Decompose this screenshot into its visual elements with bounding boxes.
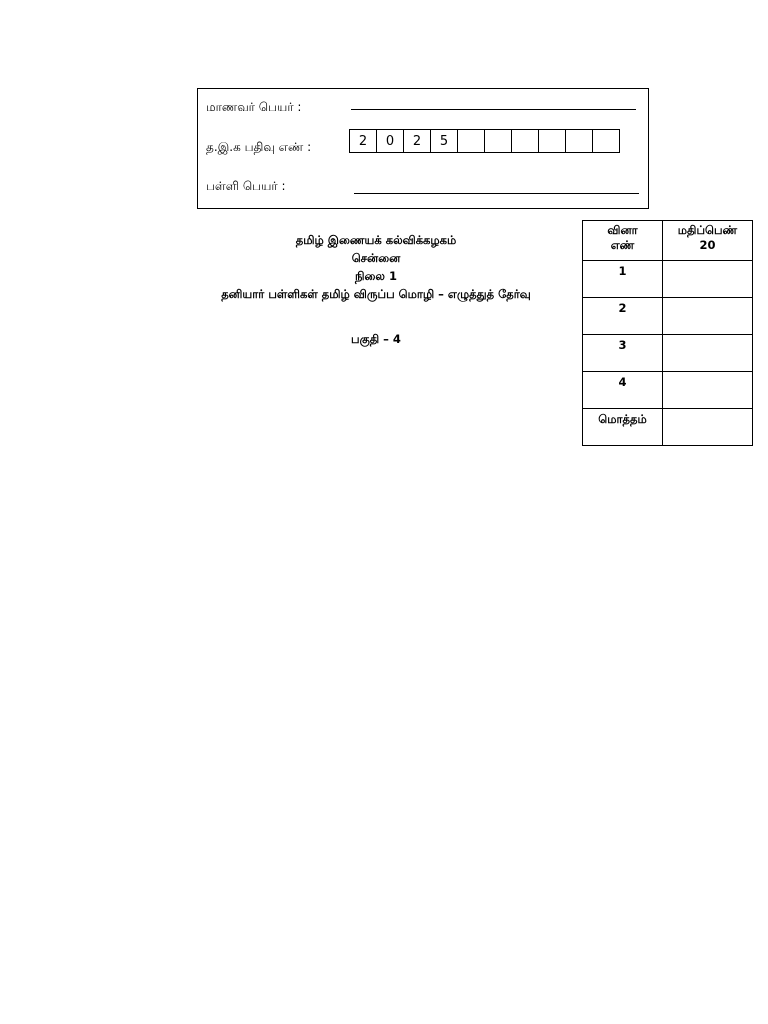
question-number-cell: 1	[583, 261, 663, 298]
marks-table	[582, 220, 753, 446]
marks-cell[interactable]	[663, 372, 753, 409]
total-label-cell: மொத்தம்	[583, 409, 663, 446]
registration-digit-box[interactable]	[566, 129, 593, 153]
registration-number-boxes[interactable]	[349, 129, 620, 153]
organization-title: தமிழ் இணையக் கல்விக்கழகம்	[295, 233, 457, 247]
question-number-cell: 4	[583, 372, 663, 409]
marks-header: மதிப்பெண் 20	[663, 221, 753, 261]
question-number-cell: 3	[583, 335, 663, 372]
registration-digit-box[interactable]	[593, 129, 620, 153]
marks-cell[interactable]	[663, 261, 753, 298]
table-row	[583, 261, 753, 298]
table-row	[583, 409, 753, 446]
registration-digit-box[interactable]: 2	[350, 129, 377, 153]
registration-digit-box[interactable]	[458, 129, 485, 153]
question-number-header: வினா எண்	[583, 221, 663, 261]
student-name-line[interactable]	[351, 109, 636, 110]
part-title: பகுதி – 4	[351, 332, 401, 346]
question-number-cell: 2	[583, 298, 663, 335]
exam-title: தனியார் பள்ளிகள் தமிழ் விருப்ப மொழி – எழுத்துத் தேர்வு	[221, 287, 531, 301]
school-name-line[interactable]	[354, 193, 639, 194]
registration-digit-box[interactable]: 5	[431, 129, 458, 153]
registration-label: த.இ.க பதிவு எண் :	[206, 140, 312, 154]
student-info-box	[197, 88, 649, 209]
marks-cell[interactable]	[663, 298, 753, 335]
registration-digit-box[interactable]	[512, 129, 539, 153]
marks-cell[interactable]	[663, 335, 753, 372]
registration-digit-box[interactable]: 2	[404, 129, 431, 153]
registration-digit-box[interactable]	[539, 129, 566, 153]
registration-digit-box[interactable]: 0	[377, 129, 404, 153]
table-row	[583, 298, 753, 335]
table-row	[583, 372, 753, 409]
total-marks-cell[interactable]	[663, 409, 753, 446]
school-name-label: பள்ளி பெயர் :	[206, 179, 286, 193]
registration-digit-box[interactable]	[485, 129, 512, 153]
city-title: சென்னை	[351, 251, 401, 265]
table-row	[583, 335, 753, 372]
level-title: நிலை 1	[355, 269, 397, 283]
student-name-label: மாணவர் பெயர் :	[206, 100, 302, 114]
